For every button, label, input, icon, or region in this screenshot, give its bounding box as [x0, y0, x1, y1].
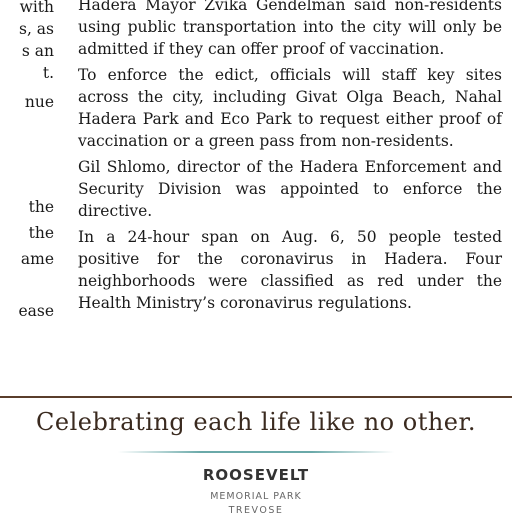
left-fragment: ame: [20, 250, 54, 268]
article-paragraph: Gil Shlomo, director of the Hadera Enforcement and Security Division was appointed to enforce the directive.: [78, 158, 502, 220]
article-paragraph: In a 24-hour span on Aug. 6, 50 people tested positive for the coronavirus in Hadera. Four neighborhoods were classified as red under the Health Ministry’s coronavirus regulations.: [78, 228, 502, 312]
ad-divider: [118, 451, 394, 453]
ad-brand-name: ROOSEVELT: [202, 466, 310, 484]
article-paragraph: To enforce the edict, officials will staff key sites across the city, including Givat Olga Beach, Nahal Hadera Park and Eco Park to request either proof of vaccination or a green pass from non-residents.: [78, 66, 502, 150]
left-fragment: s, as: [18, 20, 54, 38]
article-paragraph: Hadera Mayor Zvika Gendelman said non-residents using public transportation into the city will only be admitted if they can offer proof of vaccination.: [78, 0, 502, 58]
ad-brand-subtitle: MEMORIAL PARK: [210, 491, 302, 502]
ad-brand-location: TREVOSE: [228, 505, 284, 516]
left-column-fragments: [0, 0, 54, 330]
left-fragment: the: [28, 224, 54, 242]
article-column: [78, 0, 502, 318]
advertisement-banner: [0, 396, 512, 514]
left-fragment: with: [19, 0, 54, 16]
ad-slogan: Celebrating each life like no other.: [36, 408, 476, 436]
left-fragment: s an: [21, 42, 54, 60]
left-fragment: nue: [24, 93, 54, 111]
left-fragment: the: [28, 198, 54, 216]
left-fragment: ease: [18, 302, 54, 320]
left-fragment: t.: [42, 64, 54, 82]
